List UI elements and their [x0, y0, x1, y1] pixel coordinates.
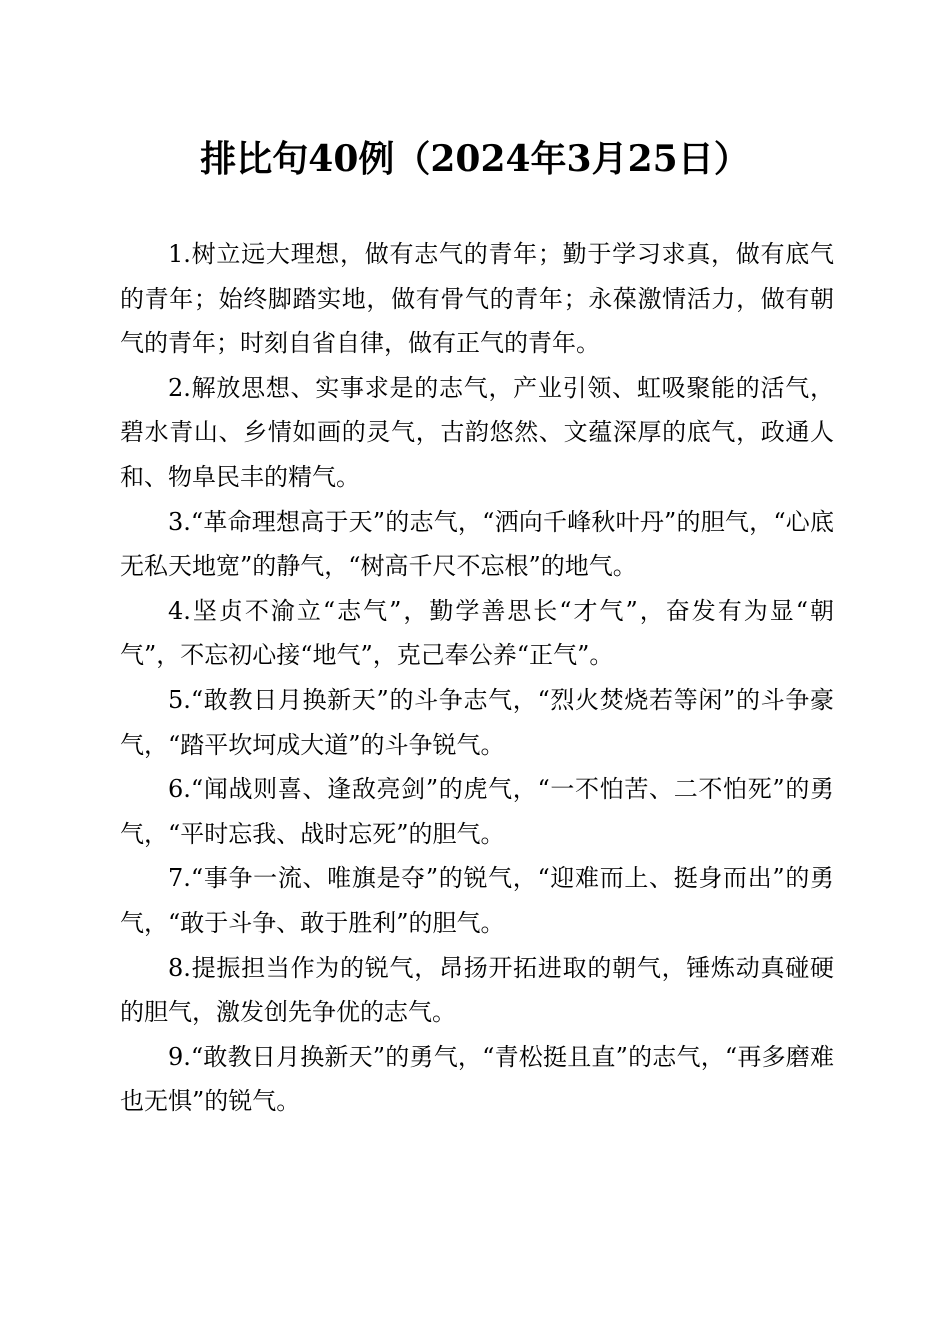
paragraph-5: 5.“敢教日月换新天”的斗争志气，“烈火焚烧若等闲”的斗争豪气，“踏平坎坷成大道”的斗争锐气。: [120, 685, 834, 759]
paragraph-8: 8.提振担当作为的锐气，昂扬开拓进取的朝气，锤炼动真碰硬的胆气，激发创先争优的志气。: [120, 953, 834, 1027]
paragraph-4: 4.坚贞不渝立“志气”，勤学善思长“才气”，奋发有为显“朝气”，不忘初心接“地气”，克己奉公养“正气”。: [120, 596, 834, 670]
page-title: 排比句40例（2024年3月25日）: [200, 138, 750, 180]
paragraph-9: 9.“敢教日月换新天”的勇气，“青松挺且直”的志气，“再多磨难也无惧”的锐气。: [120, 1042, 834, 1116]
document-body: [120, 232, 834, 1124]
paragraph-6: 6.“闻战则喜、逢敌亮剑”的虎气，“一不怕苦、二不怕死”的勇气，“平时忘我、战时忘死”的胆气。: [120, 775, 834, 848]
paragraph-3: 3.“革命理想高于天”的志气，“洒向千峰秋叶丹”的胆气，“心底无私天地宽”的静气，“树高千尺不忘根”的地气。: [120, 507, 834, 581]
paragraph-7: 7.“事争一流、唯旗是夺”的锐气，“迎难而上、挺身而出”的勇气，“敢于斗争、敢于胜利”的胆气。: [120, 864, 834, 937]
paragraph-2: 2.解放思想、实事求是的志气，产业引领、虹吸聚能的活气，碧水青山、乡情如画的灵气，古韵悠然、文蕴深厚的底气，政通人和、物阜民丰的精气。: [120, 373, 834, 491]
paragraph-1: 1.树立远大理想，做有志气的青年；勤于学习求真，做有底气的青年；始终脚踏实地，做有骨气的青年；永葆激情活力，做有朝气的青年；时刻自省自律，做有正气的青年。: [120, 240, 834, 358]
